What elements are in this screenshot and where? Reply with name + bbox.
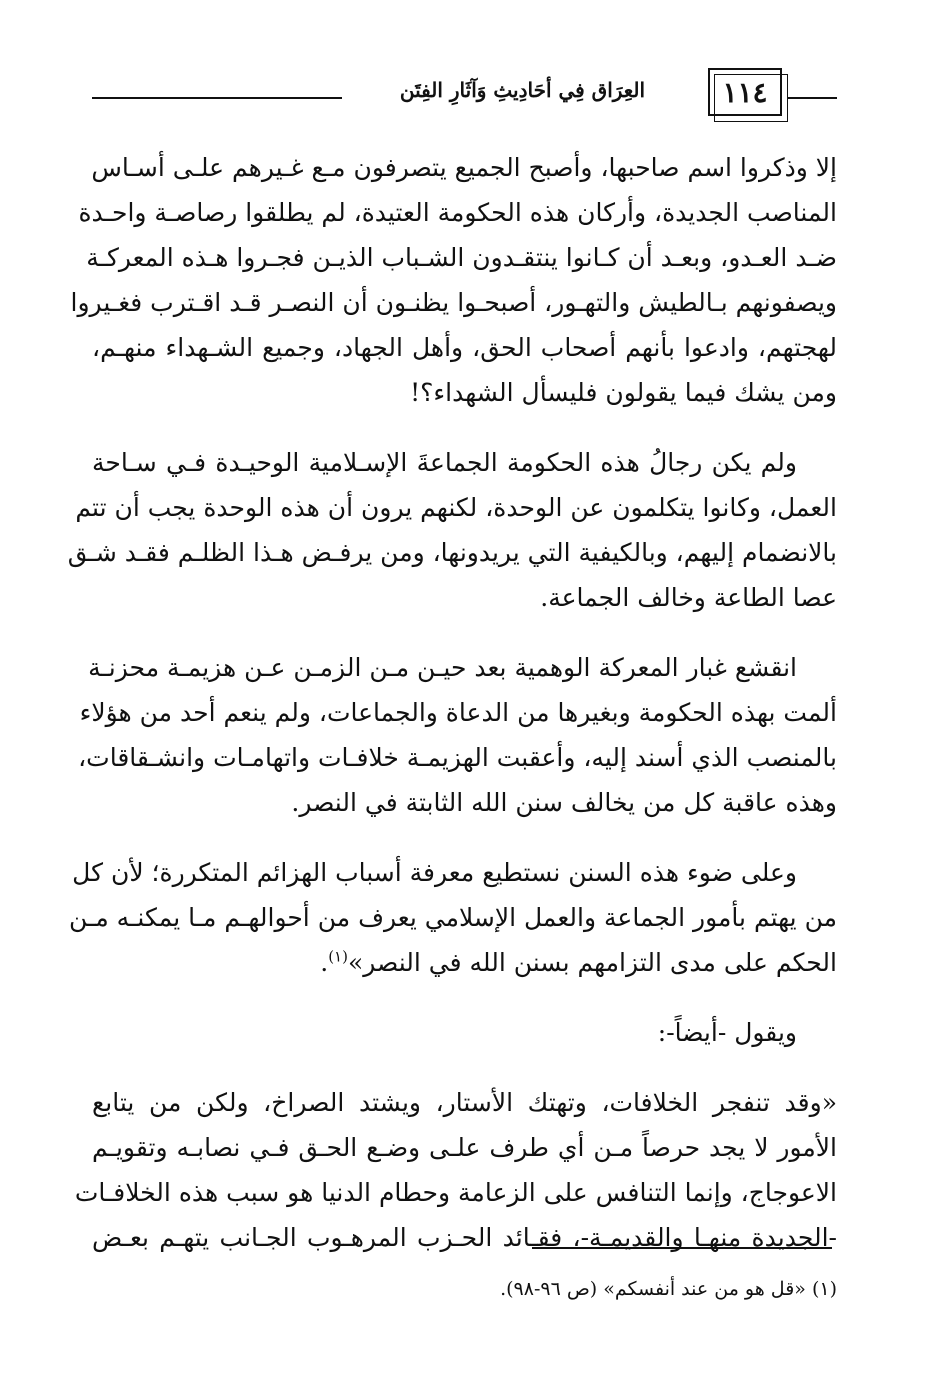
text-line: وعلى ضوء هذه السنن نستطيع معرفة أسباب الهزائم المتكررة؛ لأن كل xyxy=(72,858,797,887)
text-line: من يهتم بأمور الجماعة والعمل الإسلامي يعرف من أحوالهـم مـا يمكنـه مـن xyxy=(68,903,837,932)
text-line: الأمور لا يجد حرصاً مـن أي طرف علـى وضـع الحـق فـي نصابـه وتقويـم xyxy=(92,1133,837,1162)
text-line: ويقول -أيضاً-: xyxy=(657,1018,797,1047)
text-line: الاعوجاج، وإنما التنافس على الزعامة وحطام الدنيا هو سبب هذه الخلافـات xyxy=(74,1178,837,1207)
paragraph xyxy=(67,440,837,620)
page-header xyxy=(0,0,943,130)
text-line: إلا وذكروا اسم صاحبها، وأصبح الجميع يتصرفون مـع غـيرهم علـى أسـاس xyxy=(91,153,837,182)
text-segment: الحكم على مدى التزامهم بسنن الله في النصر» xyxy=(347,948,837,977)
footnote-marker: (١) xyxy=(328,947,348,966)
paragraph-gap xyxy=(92,825,837,850)
text-line: ألمت بهذه الحكومة وبغيرها من الدعاة والجماعات، ولم ينعم أحد من هؤلاء xyxy=(79,698,837,727)
text-line: وهذه عاقبة كل من يخالف سنن الله الثابتة في النصر. xyxy=(291,788,837,817)
paragraph xyxy=(70,145,837,415)
paragraph xyxy=(74,1080,837,1260)
text-line: المناصب الجديدة، وأركان هذه الحكومة العتيدة، لم يطلقوا رصاصـة واحـدة xyxy=(78,198,837,227)
header-rule-left xyxy=(92,97,342,99)
text-line: ضـد العـدو، وبعـد أن كـانوا ينتقـدون الشـباب الذيـن فجـروا هـذه المعركـة xyxy=(86,243,837,272)
text-line: لهجتهم، وادعوا بأنهم أصحاب الحق، وأهل الجهاد، وجميع الشـهداء منهـم، xyxy=(92,333,837,362)
text-segment: . xyxy=(320,948,329,977)
book-title: العِرَاق فِي أحَادِيثِ وَآثَارِ الفِتَن xyxy=(399,78,646,102)
footnote: (١) «قل هو من عند أنفسكم» (ص ٩٦-٩٨). xyxy=(500,1278,837,1300)
text-line: ويصفونهم بـالطيش والتهـور، أصبحـوا يظنـون أن النصـر قـد اقـترب فغـيروا xyxy=(70,288,837,317)
text-line: -الجديدة منهـا والقديمـة-، فقـائد الحـزب المرهـوب الجـانب يتهـم بعـض xyxy=(92,1223,837,1252)
text-line: ولم يكن رجالُ هذه الحكومة الجماعةَ الإسـلامية الوحيـدة فـي سـاحة xyxy=(92,448,797,477)
text-line: بالانضمام إليهم، وبالكيفية التي يريدونها، ومن يرفـض هـذا الظلـم فقـد شـق xyxy=(67,538,837,567)
paragraph-gap xyxy=(92,620,837,645)
text-line: «وقد تنفجر الخلافات، وتهتك الأستار، ويشتد الصراخ، ولكن من يتابع xyxy=(92,1088,837,1117)
page-number: ١١٤ xyxy=(722,76,768,109)
page-body xyxy=(67,145,837,1260)
paragraph xyxy=(68,850,837,985)
text-line: انقشع غبار المعركة الوهمية بعد حيـن مـن الزمـن عـن هزيمـة محزنـة xyxy=(88,653,797,682)
page-number-box xyxy=(708,68,782,116)
text-line: العمل، وكانوا يتكلمون عن الوحدة، لكنهم يرون أن هذه الوحدة يجب أن تتم xyxy=(75,493,837,522)
footnote-separator xyxy=(532,1247,832,1249)
paragraph-gap xyxy=(92,1055,837,1080)
text-line: عصا الطاعة وخالف الجماعة. xyxy=(540,583,837,612)
paragraph xyxy=(78,645,837,825)
text-line: بالمنصب الذي أسند إليه، وأعقبت الهزيمـة خلافـات واتهامـات وانشـقاقات، xyxy=(78,743,837,772)
paragraph xyxy=(92,1010,837,1055)
text-line: ومن يشك فيما يقولون فليسأل الشهداء؟! xyxy=(410,378,837,407)
header-rule-right xyxy=(787,97,837,99)
text-line xyxy=(92,940,837,985)
paragraph-gap xyxy=(92,985,837,1010)
paragraph-gap xyxy=(92,415,837,440)
